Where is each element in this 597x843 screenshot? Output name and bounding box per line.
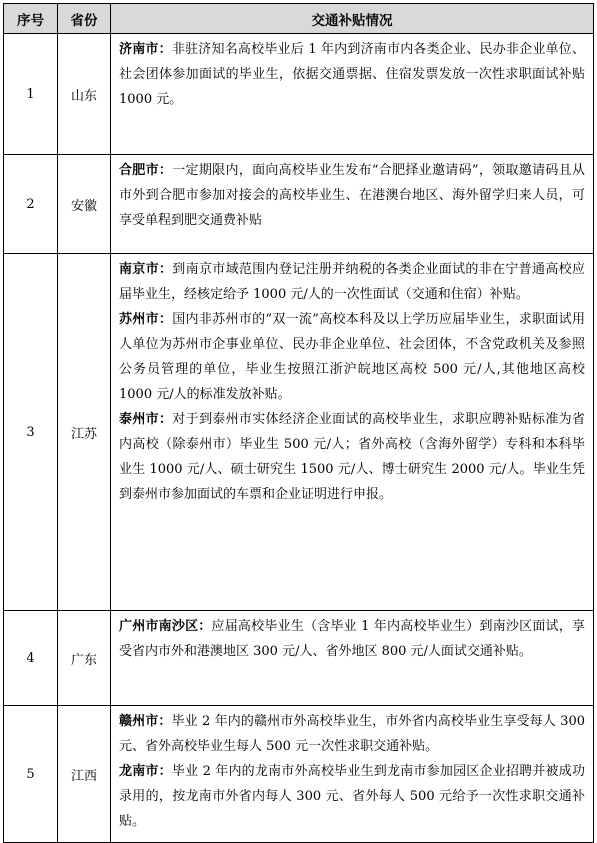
policy-text: 国内非苏州市的“双一流”高校本科及以上学历应届毕业生，求职面试用人单位为苏州市企事业单位、民办非企业单位、社会团体，不含党政机关及参照公务员管理的单位，毕业生按照江浙沪皖地区高校 500 元/人,其他地区高校 1000 元/人的标准发放补贴。 (119, 312, 585, 402)
row-index: 3 (4, 254, 58, 611)
city-policy (119, 614, 585, 664)
row-index: 5 (4, 706, 58, 843)
header-detail: 交通补贴情况 (111, 4, 594, 34)
row-province: 江西 (58, 706, 111, 843)
policy-text: 对于到泰州市实体经济企业面试的高校毕业生，求职应聘补贴标准为省内高校（除泰州市）毕业生 500 元/人；省外高校（含海外留学）专科和本科毕业生 1000 元/人、硕士研究生 1500 元/人、博士研究生 2000 元/人。毕业生凭到泰州市参加面试的车票和企业证明进行申报。 (119, 412, 585, 502)
policy-text: 到南京市域范围内登记注册并纳税的各类企业面试的非在宁普通高校应届毕业生，经核定给予 1000 元/人的一次性面试（交通和住宿）补贴。 (119, 262, 585, 302)
policy-text: 毕业 2 年内的龙南市外高校毕业生到龙南市参加园区企业招聘并被成功录用的，按龙南市外省内每人 300 元、省外每人 500 元给予一次性求职交通补贴。 (119, 764, 585, 829)
policy-text: 一定期限内，面向高校毕业生发布“合肥择业邀请码”，领取邀请码且从市外到合肥市参加对接会的高校毕业生、在港澳台地区、海外留学归来人员，可享受单程到肥交通费补贴 (119, 163, 585, 228)
row-detail (111, 254, 594, 611)
row-detail (111, 34, 594, 155)
table-row (4, 611, 594, 706)
city-policy (119, 257, 585, 307)
city-policy (119, 709, 585, 759)
city-name: 合肥市： (119, 163, 173, 178)
table-row (4, 155, 594, 254)
table-row (4, 254, 594, 611)
row-province: 广东 (58, 611, 111, 706)
city-policy (119, 407, 585, 507)
row-index: 4 (4, 611, 58, 706)
city-policy (119, 158, 585, 233)
policy-text: 非驻济知名高校毕业后 1 年内到济南市内各类企业、民办非企业单位、社会团体参加面试的毕业生，依据交通票据、住宿发票发放一次性求职面试补贴 1000 元。 (119, 42, 585, 107)
row-detail (111, 706, 594, 843)
row-province: 江苏 (58, 254, 111, 611)
subsidy-table (3, 3, 594, 843)
row-index: 1 (4, 34, 58, 155)
table-header-row (4, 4, 594, 34)
city-policy (119, 37, 585, 112)
city-name: 泰州市： (119, 412, 173, 427)
row-detail (111, 155, 594, 254)
header-province: 省份 (58, 4, 111, 34)
city-name: 龙南市： (119, 764, 172, 779)
city-name: 苏州市： (119, 312, 173, 327)
city-name: 济南市： (119, 42, 172, 57)
row-index: 2 (4, 155, 58, 254)
row-detail (111, 611, 594, 706)
city-name: 南京市： (119, 262, 173, 277)
policy-text: 毕业 2 年内的赣州市外高校毕业生，市外省内高校毕业生享受每人 300 元、省外高校毕业生每人 500 元一次性求职交通补贴。 (119, 714, 585, 754)
header-index: 序号 (4, 4, 58, 34)
row-province: 安徽 (58, 155, 111, 254)
row-province: 山东 (58, 34, 111, 155)
city-policy (119, 307, 585, 407)
table-row (4, 706, 594, 843)
city-name: 广州市南沙区： (119, 619, 212, 634)
city-name: 赣州市： (119, 714, 172, 729)
policy-text: 应届高校毕业生（含毕业 1 年内高校毕业生）到南沙区面试，享受省内市外和港澳地区 300 元/人、省外地区 800 元/人面试交通补贴。 (119, 619, 585, 659)
table-row (4, 34, 594, 155)
city-policy (119, 759, 585, 834)
